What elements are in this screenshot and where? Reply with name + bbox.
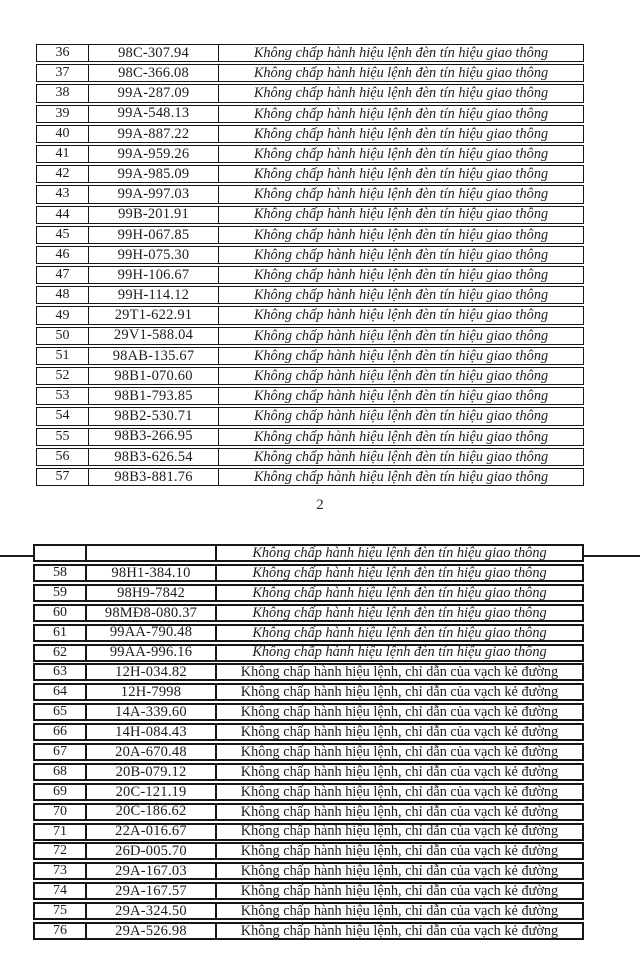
page-number: 2 bbox=[316, 497, 324, 513]
violation-cell: Không chấp hành hiệu lệnh, chỉ dẫn của vạch kẻ đường bbox=[240, 743, 559, 760]
plate-number-cell: 99B-201.91 bbox=[89, 207, 219, 223]
violation-cell: Không chấp hành hiệu lệnh đèn tín hiệu giao thông bbox=[253, 44, 549, 61]
row-number-cell: 40 bbox=[37, 126, 89, 142]
violation-cell: Không chấp hành hiệu lệnh, chỉ dẫn của vạch kẻ đường bbox=[240, 823, 559, 840]
violation-cell: Không chấp hành hiệu lệnh, chỉ dẫn của vạch kẻ đường bbox=[240, 803, 559, 820]
violation-cell: Không chấp hành hiệu lệnh đèn tín hiệu giao thông bbox=[253, 468, 549, 485]
violation-cell: Không chấp hành hiệu lệnh đèn tín hiệu giao thông bbox=[253, 186, 549, 203]
row-number-cell: 65 bbox=[35, 705, 87, 719]
plate-number-cell: 98B3-626.54 bbox=[89, 449, 219, 465]
clipped-row-fragment bbox=[33, 544, 584, 564]
row-number-cell: 42 bbox=[37, 166, 89, 182]
row-number-cell: 59 bbox=[35, 586, 87, 600]
table-row bbox=[33, 783, 584, 801]
plate-number-cell: 14H-084.43 bbox=[87, 725, 217, 739]
violation-cell: Không chấp hành hiệu lệnh đèn tín hiệu giao thông bbox=[252, 644, 547, 661]
plate-number-cell: 99AA-790.48 bbox=[87, 626, 217, 640]
violation-cell: Không chấp hành hiệu lệnh đèn tín hiệu giao thông bbox=[253, 448, 549, 465]
row-number-cell: 55 bbox=[37, 429, 89, 445]
plate-number-cell: 22A-016.67 bbox=[87, 825, 217, 839]
row-number-cell: 38 bbox=[37, 85, 89, 101]
row-number-cell: 74 bbox=[35, 884, 87, 898]
violation-cell: Không chấp hành hiệu lệnh, chỉ dẫn của vạch kẻ đường bbox=[240, 903, 559, 919]
plate-number-cell: 98MĐ8-080.37 bbox=[87, 606, 217, 620]
row-number-cell: 48 bbox=[37, 287, 89, 303]
table-row bbox=[36, 468, 584, 486]
table-row bbox=[36, 387, 584, 405]
table-row bbox=[36, 327, 584, 345]
violation-cell: Không chấp hành hiệu lệnh đèn tín hiệu giao thông bbox=[253, 145, 549, 162]
table-row bbox=[33, 823, 584, 841]
plate-number-cell: 99A-985.09 bbox=[89, 166, 219, 182]
table-row bbox=[33, 564, 584, 582]
plate-number-cell: 29A-167.03 bbox=[87, 864, 217, 878]
row-number-cell: 43 bbox=[37, 186, 89, 202]
violation-cell: Không chấp hành hiệu lệnh đèn tín hiệu giao thông bbox=[253, 388, 549, 405]
violation-cell: Không chấp hành hiệu lệnh, chỉ dẫn của vạch kẻ đường bbox=[240, 704, 559, 721]
table-row bbox=[33, 763, 584, 781]
table-row bbox=[36, 306, 584, 324]
plate-number-cell: 99H-106.67 bbox=[89, 267, 219, 283]
violation-cell: Không chấp hành hiệu lệnh, chỉ dẫn của vạch kẻ đường bbox=[240, 763, 559, 780]
table-row bbox=[33, 703, 584, 721]
violation-cell: Không chấp hành hiệu lệnh, chỉ dẫn của vạch kẻ đường bbox=[240, 863, 559, 880]
table-row bbox=[36, 165, 584, 183]
row-number-cell: 66 bbox=[35, 725, 87, 739]
table-row bbox=[36, 246, 584, 264]
row-number-cell: 61 bbox=[35, 626, 87, 640]
plate-number-cell: 12H-034.82 bbox=[87, 665, 217, 679]
row-number-cell: 50 bbox=[37, 328, 89, 344]
table-row bbox=[36, 64, 584, 82]
row-number-cell: 67 bbox=[35, 745, 87, 759]
plate-number-cell: 98H1-384.10 bbox=[87, 566, 217, 580]
plate-number-cell: 98B3-881.76 bbox=[89, 469, 219, 485]
plate-number-cell: 20C-186.62 bbox=[87, 805, 217, 819]
plate-number-cell bbox=[87, 546, 217, 560]
violation-cell: Không chấp hành hiệu lệnh đèn tín hiệu giao thông bbox=[253, 307, 549, 324]
row-number-cell: 51 bbox=[37, 348, 89, 364]
row-number-cell: 62 bbox=[35, 646, 87, 660]
table-row bbox=[36, 44, 584, 62]
violation-cell: Không chấp hành hiệu lệnh, chỉ dẫn của vạch kẻ đường bbox=[240, 723, 559, 740]
table-row bbox=[33, 624, 584, 642]
plate-number-cell: 20B-079.12 bbox=[87, 765, 217, 779]
table-row bbox=[33, 842, 584, 860]
row-number-cell: 52 bbox=[37, 368, 89, 384]
table-row bbox=[33, 882, 584, 900]
table-row bbox=[33, 663, 584, 681]
table-row bbox=[33, 902, 584, 920]
plate-number-cell: 99A-959.26 bbox=[89, 146, 219, 162]
violation-cell: Không chấp hành hiệu lệnh đèn tín hiệu giao thông bbox=[253, 287, 549, 304]
table-row bbox=[36, 145, 584, 163]
table-row bbox=[36, 428, 584, 446]
plate-number-cell: 98AB-135.67 bbox=[89, 348, 219, 364]
table-row bbox=[33, 803, 584, 821]
violations-table-page-2 bbox=[36, 44, 584, 488]
plate-number-cell: 99H-075.30 bbox=[89, 247, 219, 263]
plate-number-cell: 20C-121.19 bbox=[87, 785, 217, 799]
plate-number-cell: 12H-7998 bbox=[87, 685, 217, 699]
table-row bbox=[33, 743, 584, 761]
table-row bbox=[33, 683, 584, 701]
violation-cell: Không chấp hành hiệu lệnh, chỉ dẫn của vạch kẻ đường bbox=[240, 664, 559, 681]
plate-number-cell: 99A-548.13 bbox=[89, 106, 219, 122]
table-row bbox=[36, 286, 584, 304]
violation-cell: Không chấp hành hiệu lệnh đèn tín hiệu giao thông bbox=[253, 206, 549, 223]
plate-number-cell: 99H-114.12 bbox=[89, 287, 219, 303]
violation-cell: Không chấp hành hiệu lệnh đèn tín hiệu giao thông bbox=[253, 246, 549, 263]
table-row bbox=[33, 723, 584, 741]
table-row bbox=[36, 448, 584, 466]
plate-number-cell: 99H-067.85 bbox=[89, 227, 219, 243]
plate-number-cell: 98B1-793.85 bbox=[89, 388, 219, 404]
plate-number-cell: 29A-324.50 bbox=[87, 904, 217, 918]
plate-number-cell: 99A-997.03 bbox=[89, 186, 219, 202]
row-number-cell: 44 bbox=[37, 207, 89, 223]
violation-cell: Không chấp hành hiệu lệnh, chỉ dẫn của vạch kẻ đường bbox=[240, 843, 559, 860]
table-row bbox=[33, 922, 584, 940]
violation-cell: Không chấp hành hiệu lệnh đèn tín hiệu giao thông bbox=[253, 85, 549, 102]
row-number-cell bbox=[35, 546, 87, 560]
violation-cell: Không chấp hành hiệu lệnh đèn tín hiệu giao thông bbox=[253, 125, 549, 142]
row-number-cell: 54 bbox=[37, 408, 89, 424]
plate-number-cell: 20A-670.48 bbox=[87, 745, 217, 759]
violations-table-page-3 bbox=[33, 564, 584, 942]
violation-cell: Không chấp hành hiệu lệnh đèn tín hiệu giao thông bbox=[253, 408, 549, 425]
row-number-cell: 49 bbox=[37, 307, 89, 323]
violation-cell: Không chấp hành hiệu lệnh đèn tín hiệu giao thông bbox=[253, 65, 549, 82]
table-row bbox=[36, 206, 584, 224]
row-number-cell: 53 bbox=[37, 388, 89, 404]
plate-number-cell: 98C-307.94 bbox=[89, 45, 219, 61]
plate-number-cell: 29A-526.98 bbox=[87, 924, 217, 938]
row-number-cell: 63 bbox=[35, 665, 87, 679]
row-number-cell: 47 bbox=[37, 267, 89, 283]
table-row bbox=[36, 367, 584, 385]
plate-number-cell: 98H9-7842 bbox=[87, 586, 217, 600]
violation-cell: Không chấp hành hiệu lệnh, chỉ dẫn của vạch kẻ đường bbox=[240, 922, 559, 939]
row-number-cell: 46 bbox=[37, 247, 89, 263]
row-number-cell: 45 bbox=[37, 227, 89, 243]
violation-cell: Không chấp hành hiệu lệnh đèn tín hiệu giao thông bbox=[253, 226, 549, 243]
violation-cell: Không chấp hành hiệu lệnh đèn tín hiệu giao thông bbox=[253, 267, 549, 283]
row-number-cell: 68 bbox=[35, 765, 87, 779]
violation-cell: Không chấp hành hiệu lệnh, chỉ dẫn của vạch kẻ đường bbox=[240, 883, 559, 900]
violation-cell: Không chấp hành hiệu lệnh đèn tín hiệu giao thông bbox=[253, 327, 549, 344]
violation-cell: Không chấp hành hiệu lệnh đèn tín hiệu giao thông bbox=[253, 428, 549, 445]
plate-number-cell: 98B3-266.95 bbox=[89, 429, 219, 445]
clipped-row-inner bbox=[33, 544, 584, 562]
plate-number-cell: 99A-887.22 bbox=[89, 126, 219, 142]
row-number-cell: 36 bbox=[37, 45, 89, 61]
violation-cell: Không chấp hành hiệu lệnh, chỉ dẫn của vạch kẻ đường bbox=[240, 783, 559, 800]
plate-number-cell: 99A-287.09 bbox=[89, 85, 219, 101]
violation-cell: Không chấp hành hiệu lệnh đèn tín hiệu giao thông bbox=[252, 624, 547, 641]
plate-number-cell: 14A-339.60 bbox=[87, 705, 217, 719]
table-row bbox=[36, 226, 584, 244]
plate-number-cell: 29T1-622.91 bbox=[89, 307, 219, 323]
violation-cell: Không chấp hành hiệu lệnh đèn tín hiệu giao thông bbox=[252, 604, 547, 621]
row-number-cell: 39 bbox=[37, 106, 89, 122]
plate-number-cell: 98B2-530.71 bbox=[89, 408, 219, 424]
plate-number-cell: 98B1-070.60 bbox=[89, 368, 219, 384]
table-row bbox=[36, 84, 584, 102]
violation-cell: Không chấp hành hiệu lệnh đèn tín hiệu giao thông bbox=[253, 367, 549, 384]
row-number-cell: 56 bbox=[37, 449, 89, 465]
plate-number-cell: 98C-366.08 bbox=[89, 65, 219, 81]
table-row bbox=[36, 105, 584, 123]
plate-number-cell: 29V1-588.04 bbox=[89, 328, 219, 344]
plate-number-cell: 99AA-996.16 bbox=[87, 646, 217, 660]
row-number-cell: 57 bbox=[37, 469, 89, 485]
violation-cell: Không chấp hành hiệu lệnh đèn tín hiệu giao thông bbox=[253, 347, 549, 364]
violation-cell: Không chấp hành hiệu lệnh, chỉ dẫn của vạch kẻ đường bbox=[240, 684, 559, 701]
violation-cell: Không chấp hành hiệu lệnh đèn tín hiệu giao thông bbox=[253, 166, 549, 183]
row-number-cell: 72 bbox=[35, 844, 87, 858]
plate-number-cell: 29A-167.57 bbox=[87, 884, 217, 898]
table-row bbox=[36, 266, 584, 284]
row-number-cell: 69 bbox=[35, 785, 87, 799]
table-row bbox=[33, 584, 584, 602]
table-row bbox=[36, 347, 584, 365]
table-row bbox=[36, 185, 584, 203]
violation-cell: Không chấp hành hiệu lệnh đèn tín hiệu giao thông bbox=[252, 544, 547, 561]
row-number-cell: 60 bbox=[35, 606, 87, 620]
row-number-cell: 75 bbox=[35, 904, 87, 918]
table-row bbox=[33, 544, 584, 562]
plate-number-cell: 26D-005.70 bbox=[87, 844, 217, 858]
row-number-cell: 71 bbox=[35, 825, 87, 839]
table-row bbox=[33, 644, 584, 662]
table-row bbox=[36, 125, 584, 143]
row-number-cell: 64 bbox=[35, 685, 87, 699]
table-row bbox=[33, 862, 584, 880]
table-row bbox=[33, 604, 584, 622]
row-number-cell: 37 bbox=[37, 65, 89, 81]
row-number-cell: 70 bbox=[35, 805, 87, 819]
violation-cell: Không chấp hành hiệu lệnh đèn tín hiệu giao thông bbox=[252, 584, 547, 601]
table-row bbox=[36, 407, 584, 425]
row-number-cell: 41 bbox=[37, 146, 89, 162]
row-number-cell: 73 bbox=[35, 864, 87, 878]
violation-cell: Không chấp hành hiệu lệnh đèn tín hiệu giao thông bbox=[252, 564, 547, 581]
row-number-cell: 58 bbox=[35, 566, 87, 580]
row-number-cell: 76 bbox=[35, 924, 87, 938]
violation-cell: Không chấp hành hiệu lệnh đèn tín hiệu giao thông bbox=[253, 105, 549, 122]
